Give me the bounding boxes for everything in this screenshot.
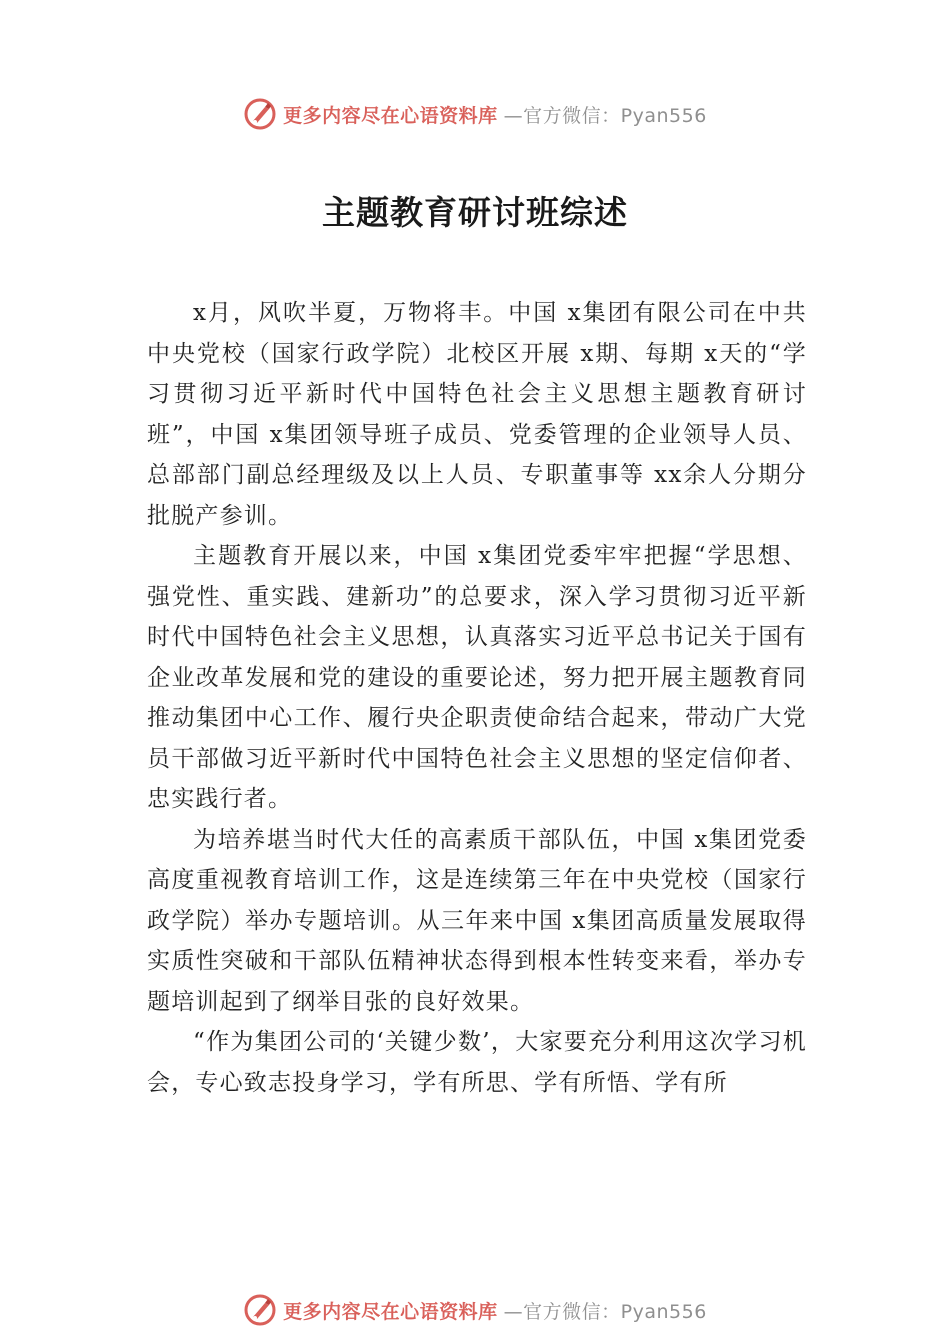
watermark-contact-text: —官方微信：Pyan556: [503, 1300, 707, 1323]
body-paragraph: 主题教育开展以来，中国 x集团党委牢牢把握“学思想、强党性、重实践、建新功”的总要求，深入学习贯彻习近平新时代中国特色社会主义思想，认真落实习近平总书记关于国有企业改革发展和党的建设的重要论述，努力把开展主题教育同推动集团中心工作、履行央企职责使命结合起来，带动广大党员干部做习近平新时代中国特色社会主义思想的坚定信仰者、忠实践行者。: [147, 543, 807, 812]
body-paragraph: 为培养堪当时代大任的高素质干部队伍，中国 x集团党委高度重视教育培训工作，这是连续第三年在中央党校（国家行政学院）举办专题培训。从三年来中国 x集团高质量发展取得实质性突破和干部队伍精神状态得到根本性转变来看，举办专题培训起到了纲举目张的良好效果。: [147, 826, 807, 1015]
watermark-contact-text: —官方微信：Pyan556: [503, 104, 707, 127]
watermark-brand-text: 更多内容尽在心语资料库: [283, 1300, 498, 1323]
document-title: 主题教育研讨班综述: [322, 193, 628, 232]
document-body: [147, 293, 807, 1103]
fountain-pen-seal-icon: [243, 1293, 277, 1327]
header-watermark: [0, 94, 950, 134]
body-paragraph: “作为集团公司的‘关键少数’，大家要充分利用这次学习机会，专心致志投身学习，学有所思、学有所悟、学有所: [147, 1029, 807, 1096]
fountain-pen-seal-icon: [243, 97, 277, 131]
body-paragraph: x月，风吹半夏，万物将丰。中国 x集团有限公司在中共中央党校（国家行政学院）北校区开展 x期、每期 x天的“学习贯彻习近平新时代中国特色社会主义思想主题教育研讨班”，中国 x集团领导班子成员、党委管理的企业领导人员、总部部门副总经理级及以上人员、专职董事等 xx余人分期分批脱产参训。: [147, 300, 807, 529]
footer-watermark: [0, 1290, 950, 1330]
watermark-brand-text: 更多内容尽在心语资料库: [283, 104, 498, 127]
